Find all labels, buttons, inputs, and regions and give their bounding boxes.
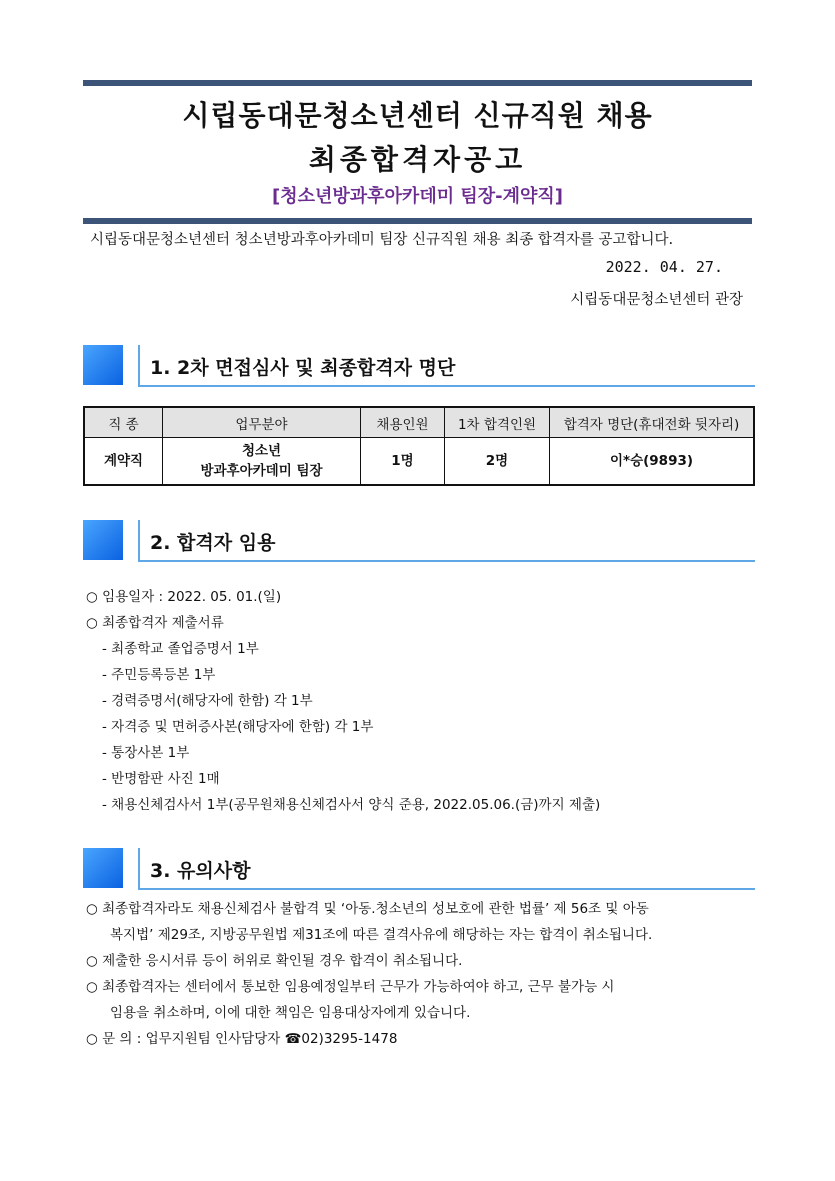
appointment-date: ○ 임용일자 : 2022. 05. 01.(일) xyxy=(86,589,282,605)
list-item: - 자격증 및 면허증사본(해당자에 한함) 각 1부 xyxy=(102,719,374,735)
notes-list xyxy=(86,896,652,1052)
note-3-cont: 임용을 취소하며, 이에 대한 책임은 임용대상자에게 있습니다. xyxy=(110,1005,471,1021)
section-1-heading xyxy=(83,345,755,389)
list-item: - 채용신체검사서 1부(공무원채용신체검사서 양식 준용, 2022.05.06.(금)까지 제출) xyxy=(102,797,601,813)
page-title: 시립동대문청소년센터 신규직원 채용 xyxy=(182,99,653,132)
section-marker xyxy=(83,848,123,888)
header-first-pass: 1차 합격인원 xyxy=(445,407,550,438)
section-3-heading xyxy=(83,848,755,892)
list-item: - 최종학교 졸업증명서 1부 xyxy=(102,641,259,657)
note-2: ○ 제출한 응시서류 등이 허위로 확인될 경우 합격이 취소됩니다. xyxy=(86,953,463,969)
title-block xyxy=(83,80,752,224)
header-type: 직 종 xyxy=(84,407,163,438)
contact-info: ○ 문 의 : 업무지원팀 인사담당자 ☎02)3295-1478 xyxy=(86,1031,398,1047)
list-item: - 반명함판 사진 1매 xyxy=(102,771,220,787)
note-3: ○ 최종합격자는 센터에서 통보한 임용예정일부터 근무가 가능하여야 하고, 근무 불가능 시 xyxy=(86,979,615,995)
section-1-label: 1. 2차 면접심사 및 최종합격자 명단 xyxy=(150,357,456,379)
header-passer-list: 합격자 명단(휴대전화 뒷자리) xyxy=(550,407,755,438)
page-subtitle: [청소년방과후아카데미 팀장-계약직] xyxy=(271,186,563,207)
header-hire-count: 채용인원 xyxy=(361,407,445,438)
section-2-label: 2. 합격자 임용 xyxy=(150,532,276,554)
note-1-cont: 복지법’ 제29조, 지방공무원법 제31조에 따른 결격사유에 해당하는 자는 합격이 취소됩니다. xyxy=(110,927,653,943)
section-marker xyxy=(83,520,123,560)
section-2-heading xyxy=(83,520,755,564)
page-title-line2: 최종합격자공고 xyxy=(308,143,527,176)
note-1: ○ 최종합격자라도 채용신체검사 불합격 및 ‘아동.청소년의 성보호에 관한 법률’ 제 56조 및 아동 xyxy=(86,901,649,917)
signer: 시립동대문청소년센터 관장 xyxy=(570,292,743,308)
title-bottom-rule xyxy=(83,218,752,224)
title-top-rule xyxy=(83,80,752,86)
appointment-list xyxy=(86,584,600,818)
docs-heading: ○ 최종합격자 제출서류 xyxy=(86,615,224,631)
section-marker xyxy=(83,345,123,385)
cell-type: 계약직 xyxy=(84,438,163,486)
notice-date: 2022. 04. 27. xyxy=(605,258,723,276)
intro-text: 시립동대문청소년센터 청소년방과후아카데미 팀장 신규직원 채용 최종 합격자를 공고합니다. xyxy=(90,232,674,248)
list-item: - 통장사본 1부 xyxy=(102,745,190,761)
section-3-label: 3. 유의사항 xyxy=(150,860,251,882)
cell-first-pass: 2명 xyxy=(445,438,550,486)
list-item: - 경력증명서(해당자에 한함) 각 1부 xyxy=(102,693,313,709)
cell-passer: 이*승(9893) xyxy=(550,438,755,486)
cell-hire-count: 1명 xyxy=(361,438,445,486)
table-row xyxy=(84,438,754,486)
cell-field: 청소년 방과후아카데미 팀장 xyxy=(163,438,361,486)
header-field: 업무분야 xyxy=(163,407,361,438)
list-item: - 주민등록등본 1부 xyxy=(102,667,216,683)
final-passers-table xyxy=(83,406,755,486)
